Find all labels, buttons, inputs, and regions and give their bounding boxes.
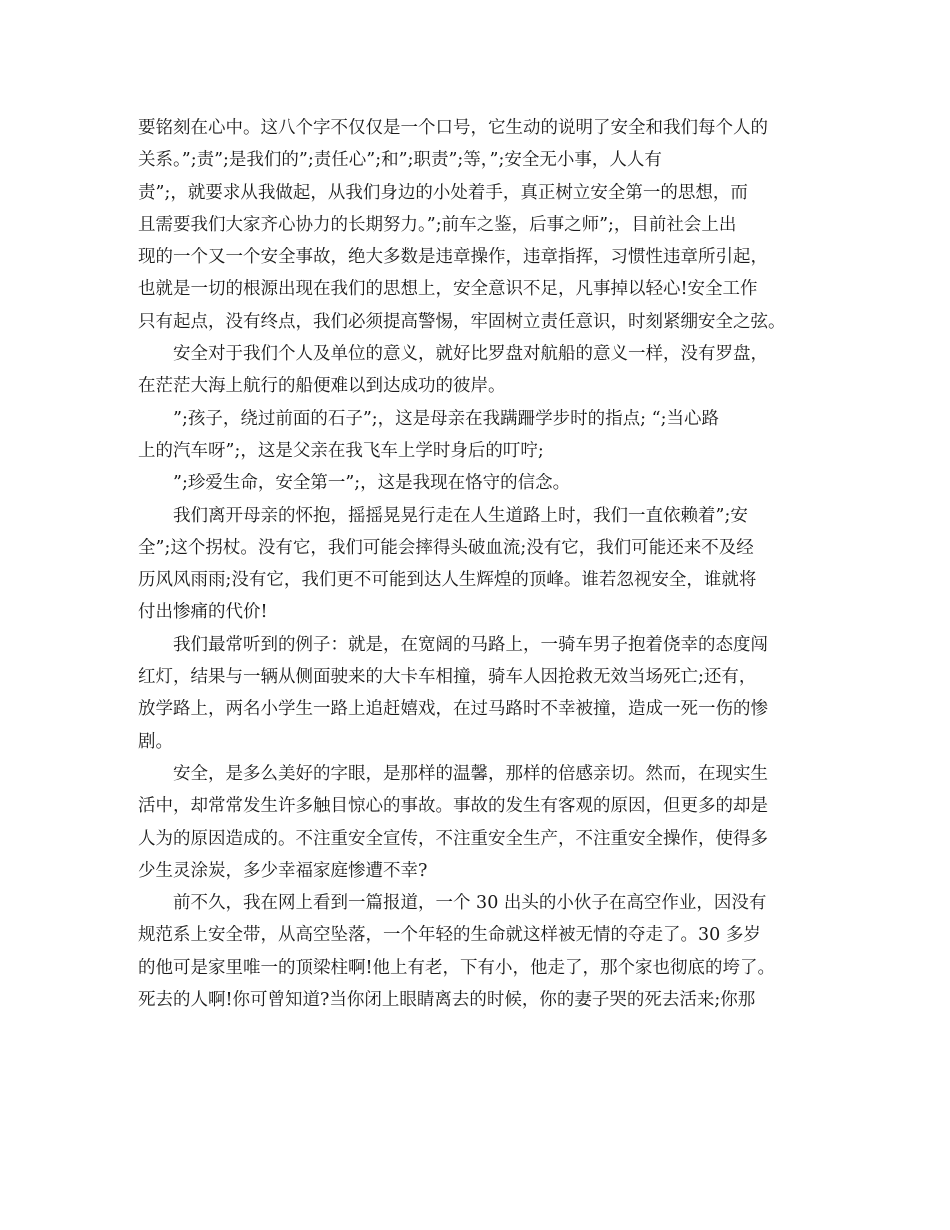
text-line: ”;珍爱生命，安全第一”;，这是我现在恪守的信念。 — [138, 473, 571, 494]
text-line: 安全，是多么美好的字眼，是那样的温馨，那样的倍感亲切。然而，在现实生 — [138, 763, 768, 784]
text-line: 要铭刻在心中。这八个字不仅仅是一个口号，它生动的说明了安全和我们每个人的 — [138, 118, 768, 138]
text-line: 放学路上，两名小学生一路上追赶嬉戏，在过马路时不幸被撞，造成一死一伤的惨 — [138, 699, 768, 720]
text-line: ”;孩子，绕过前面的石子”;，这是母亲在我蹒跚学步时的指点; “;当心路 — [138, 408, 719, 429]
text-line: 规范系上安全带，从高空坠落，一个年轻的生命就这样被无情的夺走了。30 多岁 — [138, 925, 761, 946]
text-line: 付出惨痛的代价! — [138, 602, 268, 623]
text-line: 安全对于我们个人及单位的意义，就好比罗盘对航船的意义一样，没有罗盘， — [138, 344, 768, 365]
text-line: 的他可是家里唯一的顶梁柱啊!他上有老，下有小，他走了，那个家也彻底的垮了。 — [138, 957, 776, 978]
text-line: 人为的原因造成的。不注重安全宣传，不注重安全生产，不注重安全操作，使得多 — [138, 828, 768, 849]
text-line: 全”;这个拐杖。没有它，我们可能会摔得头破血流;没有它，我们可能还来不及经 — [138, 537, 754, 558]
text-line: 也就是一切的根源出现在我们的思想上，安全意识不足，凡事掉以轻心!安全工作 — [138, 279, 758, 300]
text-line: 剧。 — [138, 731, 173, 752]
text-line: 我们离开母亲的怀抱，摇摇晃晃行走在人生道路上时，我们一直依赖着”;安 — [138, 505, 748, 526]
text-line: 少生灵涂炭，多少幸福家庭惨遭不幸? — [138, 860, 428, 881]
body-text — [138, 112, 822, 1016]
text-line: 只有起点，没有终点，我们必须提高警惕，牢固树立责任意识，时刻紧绷安全之弦。 — [138, 311, 786, 332]
text-line: 活中，却常常发生许多触目惊心的事故。事故的发生有客观的原因，但更多的却是 — [138, 796, 768, 817]
text-line: 且需要我们大家齐心协力的长期努力。”;前车之鉴，后事之师”;，目前社会上出 — [138, 214, 737, 235]
text-line: 前不久，我在网上看到一篇报道，一个 30 出头的小伙子在高空作业，因没有 — [138, 893, 767, 914]
text-line: 责”;，就要求从我做起，从我们身边的小处着手，真正树立安全第一的思想，而 — [138, 182, 748, 203]
text-line: 关系。”;责”;是我们的”;责任心”;和”;职责”;等，”;安全无小事，人人有 — [138, 150, 662, 171]
text-line: 在茫茫大海上航行的船便难以到达成功的彼岸。 — [138, 376, 506, 397]
text-line: 现的一个又一个安全事故，绝大多数是违章操作，违章指挥，习惯性违章所引起， — [138, 247, 768, 268]
text-line: 死去的人啊!你可曾知道?当你闭上眼睛离去的时候，你的妻子哭的死去活来;你那 — [138, 990, 756, 1011]
text-line: 上的汽车呀”;，这是父亲在我飞车上学时身后的叮咛; — [138, 440, 544, 461]
text-line: 红灯，结果与一辆从侧面驶来的大卡车相撞，骑车人因抢救无效当场死亡;还有， — [138, 667, 757, 688]
text-line: 历风风雨雨;没有它，我们更不可能到达人生辉煌的顶峰。谁若忽视安全，谁就将 — [138, 570, 757, 591]
text-line: 我们最常听到的例子：就是，在宽阔的马路上，一骑车男子抱着侥幸的态度闯 — [138, 634, 768, 655]
